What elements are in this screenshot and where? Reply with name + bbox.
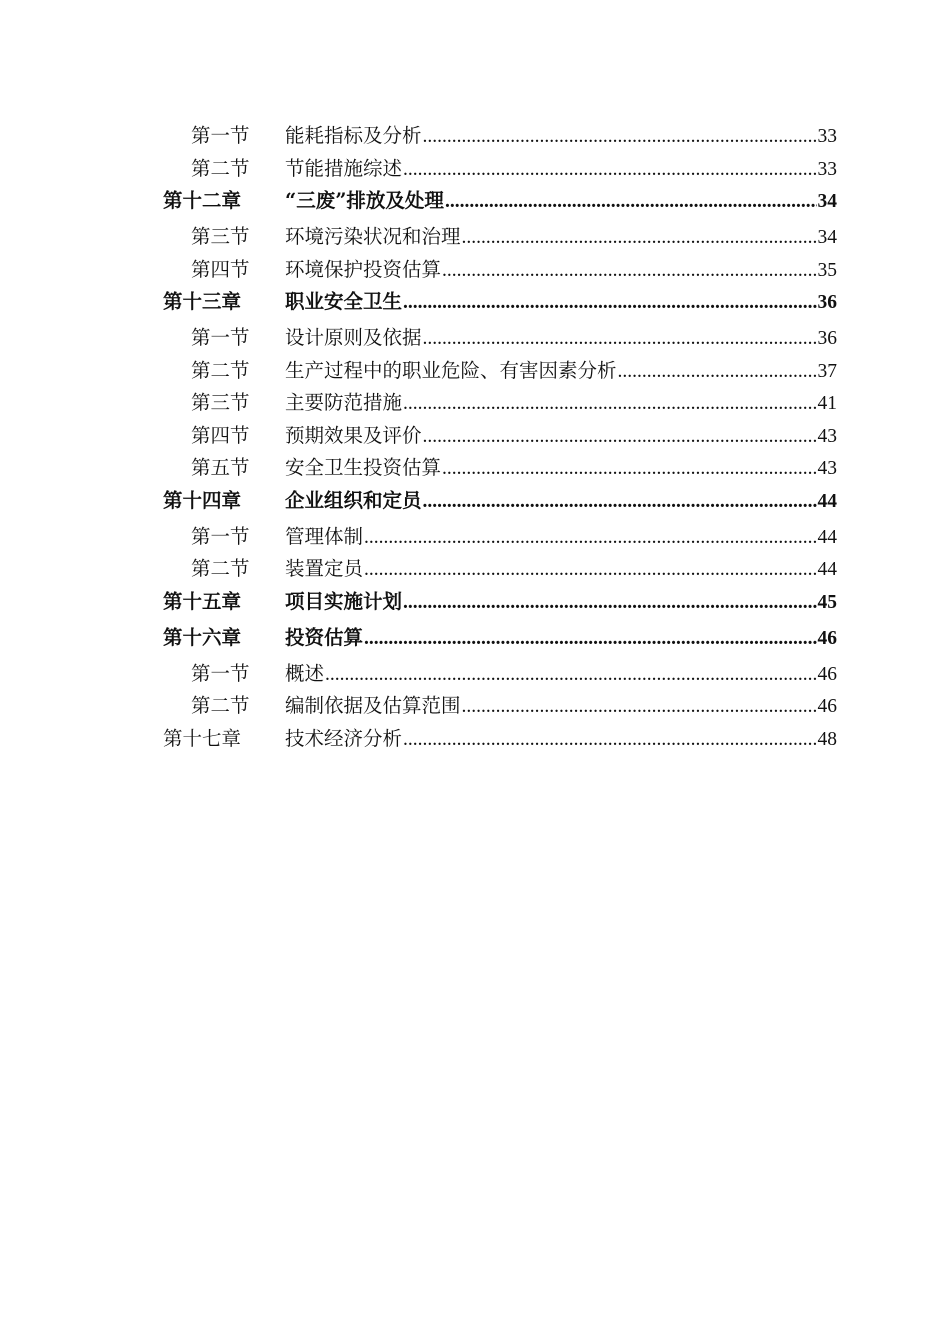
toc-entry-label: 第二节 bbox=[191, 557, 250, 580]
dot-leader bbox=[618, 361, 817, 383]
toc-section-entry[interactable] bbox=[163, 521, 837, 554]
toc-entry-title: 投资估算 bbox=[285, 625, 364, 649]
toc-entry-title: 管理体制 bbox=[285, 524, 364, 548]
toc-entry-label: 第一节 bbox=[191, 661, 250, 685]
toc-entry-title: 职业安全卫生 bbox=[285, 290, 403, 313]
toc-section-entry[interactable] bbox=[163, 355, 837, 388]
toc-entry-title: 预期效果及评价 bbox=[285, 423, 422, 447]
toc-section-entry[interactable] bbox=[163, 420, 837, 453]
dot-leader bbox=[423, 328, 817, 350]
toc-page-number: 45 bbox=[817, 591, 837, 613]
toc-chapter-entry[interactable] bbox=[163, 286, 837, 322]
toc-entry-label: 第二节 bbox=[191, 358, 250, 382]
toc-page-number: 48 bbox=[817, 728, 837, 750]
dot-leader bbox=[403, 729, 816, 751]
toc-page-number: 46 bbox=[817, 627, 837, 649]
toc-chapter-entry[interactable] bbox=[163, 586, 837, 622]
dot-leader bbox=[403, 159, 816, 181]
toc-page-number: 35 bbox=[817, 259, 837, 281]
toc-section-entry[interactable] bbox=[163, 120, 837, 153]
toc-chapter-entry[interactable] bbox=[163, 185, 837, 221]
dot-leader bbox=[423, 491, 817, 513]
toc-section-entry[interactable] bbox=[163, 690, 837, 723]
toc-section-entry[interactable] bbox=[163, 322, 837, 355]
toc-entry-label: 第四节 bbox=[191, 423, 250, 447]
toc-page-number: 43 bbox=[817, 425, 837, 447]
toc-entry-title: 安全卫生投资估算 bbox=[285, 456, 442, 479]
dot-leader bbox=[462, 227, 817, 249]
toc-page-number: 33 bbox=[817, 158, 837, 180]
toc-entry-label: 第一节 bbox=[191, 524, 250, 548]
dot-leader bbox=[403, 592, 816, 614]
toc-entry-label: 第十七章 bbox=[163, 726, 242, 750]
dot-leader bbox=[423, 426, 817, 448]
toc-entry-title: 编制依据及估算范围 bbox=[285, 694, 461, 717]
toc-entry-label: 第十三章 bbox=[163, 290, 242, 313]
toc-entry-label: 第一节 bbox=[191, 326, 250, 349]
dot-leader bbox=[364, 527, 816, 549]
toc-chapter-entry[interactable] bbox=[163, 723, 837, 759]
dot-leader bbox=[442, 260, 816, 282]
dot-leader bbox=[462, 696, 817, 718]
toc-section-entry[interactable] bbox=[163, 658, 837, 691]
toc-page-number: 46 bbox=[817, 663, 837, 685]
toc-entry-title: 项目实施计划 bbox=[285, 589, 403, 613]
toc-section-entry[interactable] bbox=[163, 153, 837, 186]
dot-leader bbox=[423, 126, 817, 148]
toc-entry-title: 节能措施综述 bbox=[285, 156, 403, 180]
dot-leader bbox=[364, 559, 816, 581]
toc-entry-label: 第十六章 bbox=[163, 625, 242, 649]
toc-chapter-entry[interactable] bbox=[163, 485, 837, 521]
toc-entry-title: 能耗指标及分析 bbox=[285, 124, 422, 147]
table-of-contents bbox=[163, 120, 837, 759]
toc-page-number: 37 bbox=[817, 360, 837, 382]
toc-entry-title: 概述 bbox=[285, 661, 325, 685]
toc-entry-title: 主要防范措施 bbox=[285, 391, 403, 414]
toc-page-number: 34 bbox=[817, 191, 837, 212]
toc-page-number: 44 bbox=[817, 490, 837, 512]
toc-entry-label: 第三节 bbox=[191, 391, 250, 414]
toc-entry-label: 第三节 bbox=[191, 225, 250, 248]
toc-entry-title: 装置定员 bbox=[285, 557, 364, 580]
toc-page-number: 43 bbox=[817, 458, 837, 479]
toc-page-number: 34 bbox=[817, 227, 837, 248]
toc-entry-title: 企业组织和定员 bbox=[285, 488, 422, 512]
toc-section-entry[interactable] bbox=[163, 254, 837, 287]
dot-leader bbox=[364, 628, 816, 650]
toc-page-number: 44 bbox=[817, 559, 837, 580]
toc-entry-title: 设计原则及依据 bbox=[285, 326, 422, 349]
toc-entry-title: 生产过程中的职业危险、有害因素分析 bbox=[285, 358, 617, 382]
toc-entry-label: 第五节 bbox=[191, 456, 250, 479]
toc-page-number: 46 bbox=[817, 696, 837, 717]
toc-page-number: 44 bbox=[817, 526, 837, 548]
toc-entry-label: 第十四章 bbox=[163, 488, 242, 512]
dot-leader bbox=[325, 664, 816, 686]
toc-entry-title: “三废”排放及处理 bbox=[285, 189, 444, 212]
toc-entry-title: 环境保护投资估算 bbox=[285, 257, 442, 281]
toc-entry-label: 第二节 bbox=[191, 156, 250, 180]
dot-leader bbox=[403, 292, 816, 314]
toc-section-entry[interactable] bbox=[163, 387, 837, 420]
toc-section-entry[interactable] bbox=[163, 221, 837, 254]
toc-section-entry[interactable] bbox=[163, 452, 837, 485]
toc-entry-label: 第十二章 bbox=[163, 189, 242, 212]
toc-page-number: 33 bbox=[817, 126, 837, 147]
toc-entry-label: 第二节 bbox=[191, 694, 250, 717]
dot-leader bbox=[403, 393, 816, 415]
toc-page-number: 36 bbox=[817, 292, 837, 313]
toc-entry-title: 技术经济分析 bbox=[285, 726, 403, 750]
toc-page-number: 41 bbox=[817, 393, 837, 414]
toc-page-number: 36 bbox=[817, 328, 837, 349]
toc-section-entry[interactable] bbox=[163, 553, 837, 586]
toc-chapter-entry[interactable] bbox=[163, 622, 837, 658]
dot-leader bbox=[445, 191, 817, 213]
toc-entry-label: 第十五章 bbox=[163, 589, 242, 613]
toc-entry-label: 第四节 bbox=[191, 257, 250, 281]
dot-leader bbox=[442, 458, 816, 480]
toc-entry-title: 环境污染状况和治理 bbox=[285, 225, 461, 248]
toc-entry-label: 第一节 bbox=[191, 124, 250, 147]
